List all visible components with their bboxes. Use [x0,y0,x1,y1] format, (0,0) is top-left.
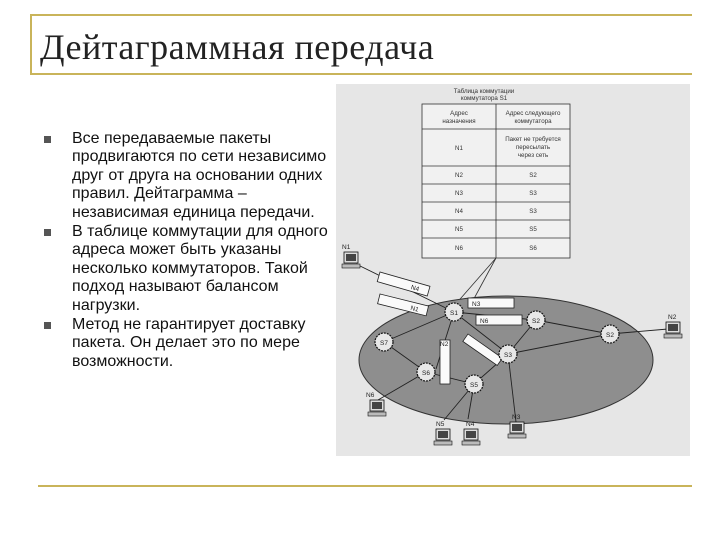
bullet-item [40,130,340,222]
square-bullet-icon [44,229,51,236]
table-cell-dest: N3 [455,190,463,197]
table-title-line1: Таблица коммутации [453,88,515,95]
table-cell-next: S5 [529,226,537,233]
host-label: N3 [512,414,521,421]
table-cell-dest: N2 [455,172,463,179]
switch-node [417,363,435,381]
switch-label: S3 [504,352,512,359]
switch-label: S5 [470,382,478,389]
packet-label: N6 [480,318,489,325]
square-bullet-icon [44,136,51,143]
decor-top-rule [30,14,692,16]
computer-icon [434,421,452,445]
computer-icon [462,421,480,445]
bullet-text: Метод не гарантирует доставку пакета. Он делает это по мере возможности. [72,316,306,370]
switch-node [465,375,483,393]
bullet-text: Все передаваемые пакеты продвигаются по сети независимо друг от друга на основании одних правил. Дейтаграмма – независимая единица передачи. [72,130,327,221]
bullet-text: В таблице коммутации для одного адреса может быть указаны несколько коммутаторов. Такой подход называют балансом нагрузки. [72,223,328,314]
decor-vertical-rule [30,14,32,74]
switch-node [527,311,545,329]
bullet-list [40,130,340,372]
table-cell-next: S3 [529,190,537,197]
table-cell-next: пересылать [515,144,551,151]
switch-label: S1 [450,310,458,317]
datagram-network-figure [336,84,690,456]
table-cell-dest: N4 [455,208,463,215]
title-underline [30,73,692,75]
network-diagram [336,84,690,456]
switch-label: S2 [606,332,614,339]
table-cell-next: S2 [529,172,537,179]
table-cell-next: через сеть [517,152,549,159]
table-cell-dest: N5 [455,226,463,233]
host-label: N4 [466,421,475,428]
host-label: N6 [366,392,375,399]
packet-label: N1 [409,304,420,314]
switch-node [375,333,393,351]
switch-node [601,325,619,343]
table-cell-next: Пакет не требуется [505,136,561,143]
switch-node [499,345,517,363]
packet-label: N3 [472,301,481,308]
table-header-dest-line2: назначения [442,118,476,125]
table-header-next-line1: Адрес следующего [505,110,561,117]
host-label: N1 [342,244,351,251]
switch-node [445,303,463,321]
packet-label: N4 [409,284,420,294]
slide-title: Дейтаграммная передача [40,27,435,67]
switching-table [422,88,570,258]
bullet-item [40,223,340,315]
packet-label: N2 [440,341,449,348]
table-header-next-line2: коммутатора [514,118,552,125]
switch-label: S6 [422,370,430,377]
computer-icon [342,244,360,268]
switch-label: S7 [380,340,388,347]
computer-icon [664,314,682,338]
host-label: N5 [436,421,445,428]
switch-label: S2 [532,318,540,325]
bullet-item [40,316,340,371]
decor-bottom-rule [38,485,692,487]
square-bullet-icon [44,322,51,329]
table-cell-next: S3 [529,208,537,215]
host-label: N2 [668,314,677,321]
table-header-dest-line1: Адрес [450,110,468,117]
table-cell-dest: N6 [455,245,463,252]
table-cell-next: S6 [529,245,537,252]
table-cell-dest: N1 [455,145,463,152]
table-title-line2: коммутатора S1 [460,95,508,102]
